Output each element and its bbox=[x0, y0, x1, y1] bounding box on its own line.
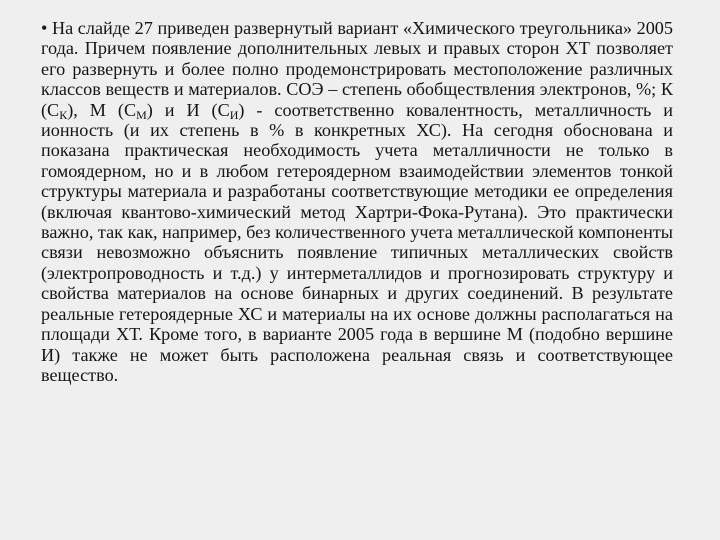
body-paragraph bbox=[41, 18, 673, 385]
subscript-i: И bbox=[229, 107, 239, 122]
text-segment: ), М (С bbox=[67, 99, 137, 120]
subscript-k: К bbox=[59, 107, 68, 122]
text-segment: На слайде 27 приведен развернутый вариант «Химического треугольника» 2005 года. Причем появление дополнительных левых и правых сторон ХТ позволяет его развернуть и более полно продемонстрировать местоположение различных классов веществ и материалов. СОЭ – степень обобществления электронов, %; К (С bbox=[41, 18, 673, 120]
text-segment: ) и И (С bbox=[146, 99, 230, 120]
bullet: • bbox=[41, 18, 48, 38]
subscript-m: М bbox=[136, 107, 147, 122]
text-segment: ) - соответственно ковалентность, металличность и ионность (и их степень в % в конкретных ХС). На сегодня обоснована и показана практическая необходимость учета металличности не только в гомоядерном, но и в любом гетероядерном взаимодействии элементов тонкой структуры материала и разработаны соответствующие методики ее определения (включая квантово-химический метод Хартри-Фока-Рутана). Это практически важно, так как, например, без количественного учета металлической компоненты связи невозможно объяснить появление типичных металлических свойств (электропроводность и т.д.) у интерметаллидов и прогнозировать структуру и свойства материалов на основе бинарных и других соединений. В результате реальные гетероядерные ХС и материалы на их основе должны располагаться на площади ХТ. Кроме того, в варианте 2005 года в вершине М (подобно вершине И) также не может быть расположена реальная связь и соответствующее вещество. bbox=[41, 99, 673, 385]
